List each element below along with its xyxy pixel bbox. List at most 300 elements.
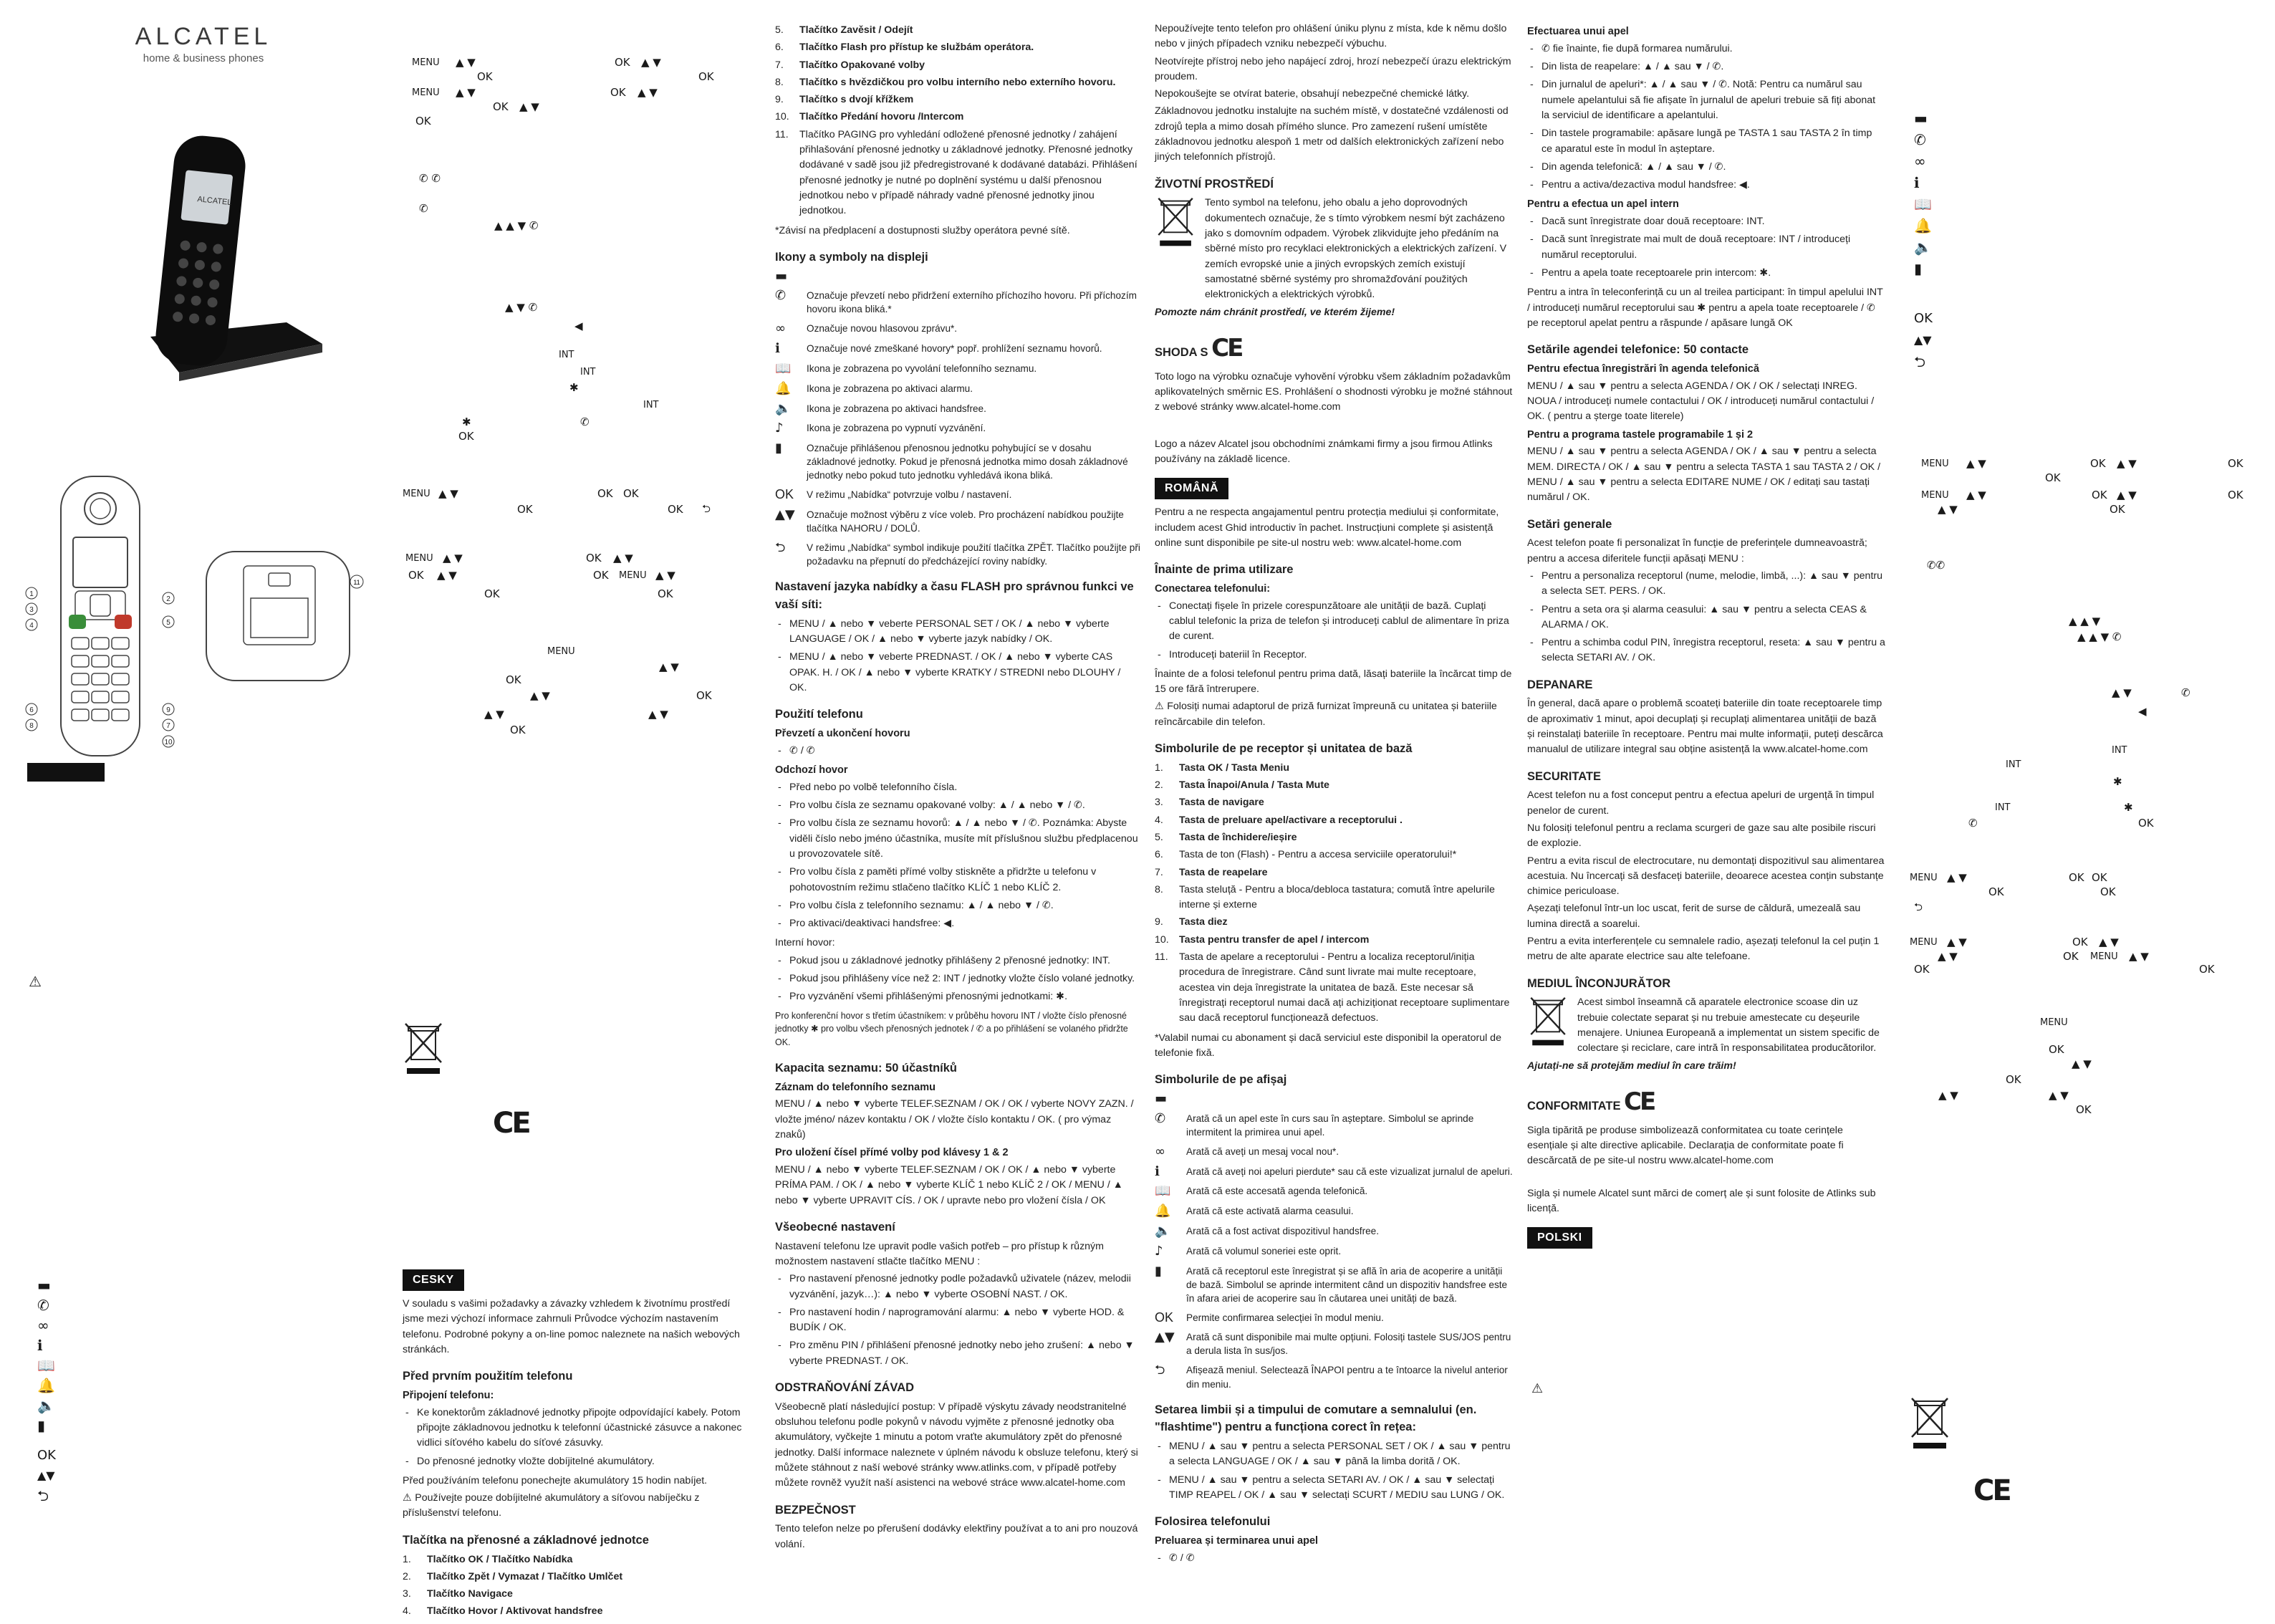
list-item: 10. Tlačítko Předání hovoru /Intercom <box>775 111 964 123</box>
ok-fragment: OK <box>2045 471 2061 484</box>
ok-fragment: OK <box>2063 950 2079 963</box>
cz-lang-list <box>775 617 1140 696</box>
handsfree-icon: 🔈 <box>1155 1223 1171 1239</box>
cz-connect-title: Připojení telefonu: <box>403 1389 494 1401</box>
cz-safety-2a: Nepoužívejte tento telefon pro ohlášení úniku plynu z místa, kde k němu došlo nebo v jiných případech vzniku nebezpečí výbuchu. <box>1155 23 1507 50</box>
list-item: - Din lista de reapelare: ▲ / ▲ sau ▼ / ✆. <box>1527 59 1885 75</box>
icon-desc: Označuje novou hlasovou zprávu*. <box>807 323 958 335</box>
ok-label: OK <box>37 1448 56 1463</box>
ro-env-title: MEDIUL ÎNCONJURĂTOR <box>1527 976 1671 990</box>
missed-call-icon: ℹ <box>775 341 780 357</box>
back-fragment: ⮌ <box>702 502 711 515</box>
svg-text:11: 11 <box>353 579 360 586</box>
cz-out-title: Odchozí hovor <box>775 764 848 777</box>
nav-fragment: ▲ ▼ <box>1938 1089 1958 1102</box>
back-icon: ⮌ <box>1914 353 1926 370</box>
cz-dk-sub: Pro uložení čísel přímé volby pod klávesy 1 & 2 <box>775 1147 1009 1159</box>
list-item: 3. Tasta de navigare <box>1155 797 1264 809</box>
key-label: Tasta de reapelare <box>1179 866 1268 878</box>
key-label: Tasta diez <box>1179 916 1228 928</box>
menu-fragment: MENU <box>405 553 433 564</box>
list-item: - Dacă sunt înregistrate doar două receptoare: INT. <box>1527 214 1885 229</box>
icon-row <box>1155 1330 1513 1358</box>
icon-row <box>775 342 1140 356</box>
ro-gen-title: Setări generale <box>1527 517 1612 531</box>
ro-pb-sub: Pentru efectua înregistrări în agenda telefonică <box>1527 363 1759 375</box>
cz-pb-sub: Záznam do telefonního seznamu <box>775 1081 936 1093</box>
cz-env: Tento symbol na telefonu, jeho obalu a jeho doprovodných dokumentech označuje, že s tímto výrobkem nesmí být zacházeno jako s domovním odpadem. Výrobek zlikvidujte jeho předáním na sběrné místo pro recyklaci elektronických a elektrických zařízení. V zemích evropské unie a jiných evropských zemích existují samostatné sběrné systémy pro shromažďování použitých elektronických a elektrických výrobků. <box>1205 197 1507 301</box>
list-item: - Ke konektorům základnové jednotky připojte odpovídající kabely. Potom připojte základnovou jednotku k telefonní účastnické zásuvce a nakonec vidlici síťového kabelu do síťové zásuvky. <box>403 1406 754 1451</box>
nav-fragment: ▲ ▼ <box>456 56 476 69</box>
weee-bin-icon <box>1527 995 1570 1049</box>
up-down-icon: ▲▼ <box>1155 1330 1175 1345</box>
ro-int-title: Pentru a efectua un apel intern <box>1527 198 1679 211</box>
phone-photo <box>107 129 330 387</box>
cz-gen: Nastavení telefonu lze upravit podle vašich potřeb – pro přístup k různým možnostem nastavení stlačte tlačítko MENU : <box>775 1240 1104 1267</box>
ro-dk: MENU / ▲ sau ▼ pentru a selecta AGENDA / OK / ▲ sau ▼ pentru a selecta MEM. DIRECTA / OK / ▲ sau ▼ pentru a selecta TASTA 1 sau TASTA 2 / OK / MENU / ▲ sau ▼ pentru a selecta EDITARE NUME / OK / editați sau tastați numărul / OK. <box>1527 446 1881 504</box>
icon-row <box>1155 1311 1513 1325</box>
list-item: - ✆ / ✆ <box>775 744 1140 759</box>
list-item: - Pro nastavení přenosné jednotky podle požadavků uživatele (název, melodii vyzvánění, jazyk…): ▲ nebo ▼ vyberte OSOBNÍ NAST. / OK. <box>775 1272 1140 1302</box>
ro-keys-note: *Valabil numai cu abonament și dacă serviciul este disponibil la operatorul de telefonie fixă. <box>1155 1032 1501 1059</box>
icon-row <box>1155 1112 1513 1139</box>
ok-fragment: OK <box>2092 489 2107 501</box>
signal-icon: ▮ <box>775 441 782 456</box>
handsfree-icon: 🔈 <box>1914 239 1932 256</box>
list-item: 11. Tasta de apelare a receptorului - Pentru a localiza receptorul/iniția procedura de înregistrare. Când sunt livrate mai multe receptoare, acestea vin deja înregistrate la unitatea de bază. Este necesar să înregistrați receptorul numai dacă ați achiziționat receptoare suplimentare sau dacă receptorul funcționează defectuos. <box>1155 951 1510 1024</box>
icon-desc: Arată că este activată alarma ceasului. <box>1186 1206 1354 1217</box>
list-item: 8. Tlačítko s hvězdičkou pro volbu interního nebo externího hovoru. <box>775 76 1116 88</box>
cz-pb: MENU / ▲ nebo ▼ vyberte TELEF.SEZNAM / OK / OK / vyberte NOVY ZAZN. / vložte jméno/ název kontaktu / OK / vložte číslo kontaktu / OK. ( pro výmaz znaků) <box>775 1098 1134 1140</box>
nav-fragment: ▲ ▼ <box>1947 871 1967 884</box>
ro-fault: În general, dacă apare o problemă scoateți bateriile din toate receptoarele timp de aproximativ 1 minut, apoi decuplați și recuplați alimentarea unității de bază și reinstalați bateriile în receptoare. Pentru mai multe informații, puteți descărca manualul de utilizare integral sau obține asistență la www.alcatel-home.com <box>1527 698 1883 756</box>
ro-adapter-warn-text: Folosiți numai adaptorul de priză furnizat împreună cu unitatea și bateriile reîncărcabile din telefon. <box>1155 701 1497 728</box>
cz-section-band: CESKY <box>403 1269 464 1291</box>
ro-charge: Înainte de a folosi telefonul pentru prima dată, lăsați bateriile la încărcat timp de 15 ore fără întrerupere. <box>1155 668 1512 696</box>
list-item: 9. Tasta diez <box>1155 916 1228 928</box>
cz-safety-2d: Základnovou jednotku instalujte na suchém místě, v dostatečné vzdálenosti od zdrojů tepla a mimo dosah přímého slunce. Pro zamezení rušení umístěte základnovou jednotku alespoň 1 metr od dalších elektronických zařízení nebo jiných telefonních přístrojů. <box>1155 105 1509 163</box>
ro-dk-sub: Pentru a programa tastele programabile 1 și 2 <box>1527 428 1754 441</box>
missed-call-icon: ℹ <box>1914 174 1920 191</box>
list-item: 7. Tlačítko Opakované volby <box>775 59 925 71</box>
cz-intro-column <box>403 1261 754 1624</box>
nav-fragment: ▲ ▼ <box>2049 1089 2069 1102</box>
ringer-off-icon: ♪ <box>775 421 784 436</box>
ro-column <box>1527 21 1885 1254</box>
ro-gen-list <box>1527 569 1885 666</box>
svg-text:1: 1 <box>29 590 34 598</box>
ro-env-slogan: Ajutați-ne să protejăm mediul în care trăim! <box>1527 1060 1736 1072</box>
key-label: Tlačítko Zpět / Vymazat / Tlačítko Umlčet <box>427 1570 623 1582</box>
svg-text:5: 5 <box>166 619 170 627</box>
ok-fragment: OK <box>2228 489 2243 501</box>
nav-fragment: ▲ ▼ <box>519 100 539 113</box>
ok-fragment: OK <box>668 503 683 516</box>
ok-fragment: OK <box>658 587 673 600</box>
icon-desc: Arată că aveți un mesaj vocal nou*. <box>1186 1145 1339 1157</box>
list-item: 5. Tlačítko Zavěsit / Odejít <box>775 24 913 36</box>
nav-fragment: ▲ ▼ <box>530 689 550 702</box>
int-fragment: INT <box>559 350 574 360</box>
icon-row <box>775 362 1140 376</box>
key-label: Tlačítko Navigace <box>427 1588 513 1600</box>
ok-fragment: OK <box>2110 503 2125 516</box>
brand-name: ALCATEL <box>135 23 272 50</box>
battery-icon: ▬ <box>1914 110 1928 127</box>
phonebook-icon: 📖 <box>37 1357 55 1374</box>
list-item: 11. Tlačítko PAGING pro vyhledání odložené přenosné jednotky / zahájení přihlašování přenosné jednotky u základnové jednotky. Přenosné jednotky dodávané v sadě jsou již předregistrované k dodávané databázi. Přihlášení přenosné jednotky je nutné po doplnění systému u další přenosnou jednotkou nebo v případě náhrady vadné přenosné jednotky jinou jednotkou. <box>775 128 1138 217</box>
int-fragment: INT <box>2112 745 2127 756</box>
list-item: - Pro volbu čísla z paměti přímé volby stiskněte a přidržte u telefonu v pohotovostním režimu stlačeno tlačítko KLÍČ 1 nebo KLÍČ 2. <box>775 865 1140 895</box>
menu-fragment: MENU <box>2090 951 2118 962</box>
list-item: - Din jurnalul de apeluri*: ▲ / ▲ sau ▼ / ✆. Notă: Pentru ca numărul sau numele apelantului să fie afișate în jurnalul de apeluri trebuie să fiți abonat la serviciul de identificare a apelantului. <box>1527 77 1885 123</box>
ro-env-block <box>1527 995 1885 1058</box>
ro-section-band: ROMÂNĂ <box>1155 478 1228 499</box>
ro-intro: Pentru a ne respecta angajamentul pentru protecția mediului și conformitate, includem acest Ghid introductiv în pachet. Instrucțiuni complete și asistență online sunt disponibile pe site-ul nostru web: www.alcatel-home.com <box>1155 506 1499 549</box>
ok-fragment: OK <box>2090 457 2106 470</box>
ok-fragment: OK <box>458 430 474 443</box>
cz-conf: Pro konferenční hovor s třetím účastníkem: v průběhu hovoru INT / vložte číslo přenosné jednotky ✱ pro volbu všech přenosných jednotek / ✆ a po přihlášení se volaného přidržte OK. <box>775 1010 1128 1048</box>
ok-fragment: OK <box>510 724 526 736</box>
menu-fragment: MENU <box>547 646 575 657</box>
ro-keys-list <box>1155 761 1513 1027</box>
alarm-bell-icon: 🔔 <box>1914 217 1932 234</box>
star-fragment: ✱ <box>569 381 579 394</box>
ok-fragment: OK <box>2076 1103 2092 1116</box>
cz-charge: Před používáním telefonu ponechejte akumulátory 15 hodin nabíjet. <box>403 1474 708 1486</box>
list-item: 2. Tasta Înapoi/Anula / Tasta Mute <box>1155 779 1329 792</box>
ro-use-title: Folosirea telefonului <box>1155 1515 1271 1529</box>
speaker-fragment: ◀ <box>574 319 583 332</box>
menu-fragment: MENU <box>1910 937 1938 948</box>
list-item: - Introduceți bateriil în Receptor. <box>1155 648 1513 663</box>
list-item: 3. Tlačítko Navigace <box>403 1588 513 1600</box>
ok-fragment: OK <box>2138 817 2154 830</box>
alarm-bell-icon: 🔔 <box>37 1377 55 1394</box>
nav-fragment: ▲ ▼ <box>456 86 476 99</box>
menu-fragment: MENU <box>403 489 431 499</box>
int-fragment: INT <box>1995 802 2011 813</box>
handsfree-icon: 🔈 <box>37 1397 55 1414</box>
nav-fragment: ▲ ▼ <box>638 86 658 99</box>
ok-fragment: OK <box>506 673 521 686</box>
nav-fragment: ▲ ▼ <box>1966 489 1986 501</box>
nav-fragment: ▲ ▼ <box>1947 936 1967 948</box>
cz-conformity: Toto logo na výrobku označuje vyhovění výrobku všem základním požadavkům aplikovatelných směrnic ES. Prohlášení o shodnosti výrobku je možné stáhnout z webové stránky www.alcatel-home.com <box>1155 370 1513 413</box>
handset-fragment: ✆ <box>2181 686 2190 699</box>
svg-text:6: 6 <box>29 706 34 714</box>
handset-fragment: ✆ ✆ <box>419 172 441 185</box>
ro-gen: Acest telefon poate fi personalizat în funcție de preferințele dumneavoastră; pentru a accesa diferitele funcții apăsați MENU : <box>1527 537 1867 564</box>
nav-fragment: ▲ ▼ <box>659 660 679 673</box>
icon-row <box>1155 1224 1513 1239</box>
speaker-fragment: ◀ <box>2138 705 2147 718</box>
icon-desc: V režimu „Nabídka“ potvrzuje volbu / nastavení. <box>807 489 1012 501</box>
ok-fragment: OK <box>408 569 424 582</box>
key-label: Tlačítko s dvojí křížkem <box>799 94 914 106</box>
signal-icon: ▮ <box>1155 1263 1162 1279</box>
ro-icons-title: Simbolurile de pe afișaj <box>1155 1073 1287 1087</box>
warning-icon: ⚠ <box>1531 1381 1544 1396</box>
key-label: Tasta de ton (Flash) - Pentru a accesa serviciile operatorului!* <box>1179 849 1457 861</box>
key-label: Tasta steluță - Pentru a bloca/debloca tastatura; comută între apelurile interne și externe <box>1179 883 1495 911</box>
ok-fragment: OK <box>586 552 602 564</box>
ro-adapter-warn <box>1155 699 1513 730</box>
battery-icon: ▬ <box>37 1277 51 1294</box>
nav-fragment: ▲ ▼ <box>443 552 463 564</box>
menu-fragment: MENU <box>412 87 440 98</box>
up-down-icon: ▲▼ <box>1914 333 1932 347</box>
icon-desc: Ikona je zobrazena po vypnutí vyzvánění. <box>807 423 986 434</box>
cz-take-list <box>775 744 1140 759</box>
cz-gen-title: Všeobecné nastavení <box>775 1220 895 1234</box>
ro-lang-title: Setarea limbii și a timpului de comutare a semnalului (en. "flashtime") pentru a funcționa corect în rețea: <box>1155 1403 1477 1434</box>
list-item: - Pentru a schimba codul PIN, înregistra receptorul, reseta: ▲ sau ▼ pentru a selecta SETARI AV. / OK. <box>1527 635 1885 666</box>
int-fragment: INT <box>2006 759 2021 770</box>
int-fragment: INT <box>643 400 659 410</box>
key-label: Tasta OK / Tasta Meniu <box>1179 761 1289 774</box>
icon-row <box>1155 1092 1513 1106</box>
signal-icon: ▮ <box>37 1417 46 1434</box>
list-item: - MENU / ▲ sau ▼ pentru a selecta SETARI AV. / OK / ▲ sau ▼ selectați TIMP REAPEL / OK / ▲ sau ▼ selectați SCURT / MEDIU sau LUNG / OK. <box>1155 1473 1513 1504</box>
icon-row <box>775 488 1140 502</box>
list-item: - ✆ / ✆ <box>1155 1551 1513 1566</box>
ro-out-title: Efectuarea unui apel <box>1527 26 1629 37</box>
handset-icon: ✆ <box>1914 131 1926 148</box>
ro-fault-title: DEPANARE <box>1527 678 1593 691</box>
ro-connect-list <box>1155 599 1513 663</box>
icon-row <box>1155 1145 1513 1159</box>
nav-fragment: ▲ ▲ ▼ <box>2069 615 2101 628</box>
cz-int-title: Interní hovor: <box>775 937 835 949</box>
nav-fragment: ▲ ▼ <box>2072 1057 2092 1070</box>
cz-lang-title: Nastavení jazyka nabídky a času FLASH pro správnou funkci ve vaší síti: <box>775 580 1134 612</box>
ok-fragment: OK <box>477 70 493 83</box>
list-item: - Din agenda telefonică: ▲ / ▲ sau ▼ / ✆. <box>1527 160 1885 175</box>
ro-brandnote: Sigla și numele Alcatel sunt mărci de comerț ale și sunt folosite de Atlinks sub licență. <box>1527 1187 1876 1215</box>
alarm-bell-icon: 🔔 <box>1155 1203 1171 1219</box>
phonebook-icon: 📖 <box>1155 1183 1171 1199</box>
cz-keys-note: *Závisí na předplacení a dostupnosti služby operátora pevné sítě. <box>775 224 1070 236</box>
handset-fragment: ✆ <box>419 202 428 215</box>
cz-connect-list <box>403 1406 754 1469</box>
list-item: - Pro volbu čísla ze seznamu hovorů: ▲ / ▲ nebo ▼ / ✆. Poznámka: Abyste viděli číslo nebo jméno účastníka, musíte mít příslušnou službu předplacenou u provozovatele sítě. <box>775 816 1140 862</box>
icon-desc: Ikona je zobrazena po aktivaci alarmu. <box>807 383 973 394</box>
alarm-bell-icon: 🔔 <box>775 380 792 396</box>
list-item: - Pokud jsou přihlášeny více než 2: INT / jednotky vložte číslo volané jednotky. <box>775 971 1140 986</box>
cz-int-list <box>775 953 1140 1005</box>
key-label: Tlačítko OK / Tlačítko Nabídka <box>427 1553 573 1565</box>
cz-icons-title: Ikony a symboly na displeji <box>775 250 928 264</box>
ro-safety-2a: Nu folosiți telefonul pentru a reclama scurgeri de gaze sau alte posibile riscuri de explozie. <box>1527 822 1876 850</box>
base-diagram <box>201 544 365 688</box>
battery-icon: ▬ <box>775 268 788 284</box>
brand-logo <box>120 23 287 64</box>
list-item: 10. Tasta pentru transfer de apel / intercom <box>1155 933 1370 946</box>
cz-use-title: Použití telefonu <box>775 708 863 721</box>
cz-keys-title: Tlačítka na přenosné a základnové jednotce <box>403 1533 649 1547</box>
icon-row <box>775 421 1140 436</box>
nav-fragment: ▲ ▼ <box>1966 457 1986 470</box>
ro-conformity: Sigla tipărită pe produse simbolizează conformitatea cu toate cerințele esențiale și alte directive aplicabile. Declarația de conformitate poate fi descărcată de pe site-ul nostru www.alcatel-home.com <box>1527 1124 1844 1167</box>
cz-keys-list <box>403 1552 754 1620</box>
nav-fragment: ▲ ▼ <box>2099 936 2119 948</box>
key-label: Tlačítko Hovor / Aktivovat handsfree <box>427 1605 603 1618</box>
ok-label: OK <box>1914 311 1933 326</box>
svg-text:9: 9 <box>166 706 170 714</box>
menu-fragment: MENU <box>1921 458 1949 469</box>
icon-desc: Označuje přihlášenou přenosnou jednotku pohybující se v dosahu základnové jednotky. Pokud je přenosná jednotka mimo dosah základnové jednotky nebo pokud tuto jednotku vyhledává ikona bliká. <box>807 443 1128 481</box>
icon-desc: Permite confirmarea selecției în modul meniu. <box>1186 1312 1384 1323</box>
ok-fragment: OK <box>597 487 613 500</box>
ok-fragment: OK <box>415 115 431 128</box>
icon-desc: Označuje převzetí nebo přidržení externího příchozího hovoru. Při příchozím hovoru ikona bliká.* <box>807 290 1137 315</box>
warning-icon: ⚠ <box>1155 701 1168 713</box>
handset-fragment: ✆ <box>580 415 590 428</box>
cz-ro-column <box>1155 21 1513 1570</box>
ok-fragment: OK <box>2049 1043 2064 1056</box>
cz-safety-title: BEZPEČNOST <box>775 1503 856 1517</box>
ok-fragment: OK <box>623 487 639 500</box>
nav-fragment: ▲ ▼ <box>437 569 457 582</box>
battery-icon: ▬ <box>1155 1090 1168 1106</box>
menu-fragment: MENU <box>1921 490 1949 501</box>
list-item: - Do přenosné jednotky vložte dobíjitelné akumulátory. <box>403 1454 754 1469</box>
menu-fragment: MENU <box>412 57 440 68</box>
nav-fragment: ▲ ▼ <box>613 552 633 564</box>
key-label: Tlačítko PAGING pro vyhledání odložené přenosné jednotky / zahájení přihlašování přenosné jednotky u základnové jednotky. Přenosné jednotky dodávané v sadě jsou již předregistrované k dodávané databázi. Přihlášení přenosné jednotky je nutné po doplnění systému u další přenosnou jednotkou nebo v případě náhrady vadné přenosné jednotky jinou jednotkou. <box>799 128 1138 217</box>
nav-fragment: ▲ ▼ <box>2117 489 2137 501</box>
screen-text: ALCATEL <box>196 195 232 208</box>
key-label: Tlačítko Zavěsit / Odejít <box>799 24 913 36</box>
ro-safety: Acest telefon nu a fost conceput pentru a efectua apeluri de urgență în timpul penelor de curent. <box>1527 789 1875 817</box>
icon-row <box>775 508 1140 535</box>
list-item: 4. Tlačítko Hovor / Aktivovat handsfree <box>403 1605 603 1618</box>
weee-bin-icon <box>1909 1395 1952 1453</box>
nav-fragment: ▲ ▼ <box>2112 686 2132 699</box>
nav-fragment: ▲ ▼ <box>484 708 504 721</box>
list-item: - Dacă sunt înregistrate mai mult de două receptoare: INT / introduceți numărul receptorului. <box>1527 232 1885 263</box>
icon-row <box>775 289 1140 316</box>
icon-row <box>1155 1204 1513 1219</box>
cz-env-block <box>1155 196 1513 304</box>
list-item: 7. Tasta de reapelare <box>1155 866 1268 878</box>
ok-fragment: OK <box>593 569 609 582</box>
cz-safety: Tento telefon nelze po přerušení dodávky elektřiny používat a to ani pro nouzová volání. <box>775 1523 1138 1550</box>
ro-lang-list <box>1155 1439 1513 1503</box>
weee-bin-icon <box>1155 196 1198 250</box>
list-item: - Din tastele programabile: apăsare lungă pe TASTA 1 sau TASTA 2 în timp ce aparatul este în modul în așteptare. <box>1527 126 1885 157</box>
ringer-off-icon: ♪ <box>1155 1243 1163 1259</box>
ok-fragment: OK <box>2092 871 2107 884</box>
star-fragment: ✱ <box>2124 801 2133 814</box>
list-item: - MENU / ▲ nebo ▼ veberte PREDNAST. / OK / ▲ nebo ▼ vyberte CAS OPAK. H. / OK / ▲ nebo ▼ vyberte KRATKY / STREDNI nebo DLOUHY / OK. <box>775 650 1140 696</box>
ce-mark: CE <box>1624 1087 1655 1116</box>
ok-fragment: OK <box>2228 457 2243 470</box>
icon-desc: V režimu „Nabídka“ symbol indikuje použití tlačítka ZPĚT. Tlačítko použijte při požadavku na přepnutí do předcházející roviny nabídky. <box>807 542 1140 567</box>
star-fragment: ✱ <box>462 415 471 428</box>
nav-fragment: ▲ ▼ <box>648 708 668 721</box>
nav-fragment: ▲ ▼ <box>641 56 661 69</box>
svg-text:4: 4 <box>29 622 34 630</box>
ro-env: Acest simbol înseamnă că aparatele electronice scoase din uz trebuie colectate separat și nu trebuie amestecate cu deșeurile menajere. Uniunea Europeană a implementat un sistem specific de colectare și reciclare, care intră în responsabilitatea producătorilor. <box>1577 996 1880 1054</box>
list-item: - Pentru a personaliza receptorul (nume, melodie, limbă, ...): ▲ sau ▼ pentru a selecta SET. PERS. / OK. <box>1527 569 1885 600</box>
list-item: - Pokud jsou u základnové jednotky přihlášeny 2 přenosné jednotky: INT. <box>775 953 1140 969</box>
right-icon-column <box>1914 107 1943 373</box>
ok-icon: OK <box>775 487 794 502</box>
cz-main-column <box>775 21 1140 1555</box>
cz-adapter-warn <box>403 1491 754 1522</box>
ok-fragment: OK <box>1914 963 1930 976</box>
cz-safety-2b: Neotvírejte přístroj nebo jeho napájecí zdroj, hrozí nebezpečí úrazu elektrickým proudem. <box>1155 55 1511 82</box>
voicemail-icon: ∞ <box>37 1317 49 1334</box>
cz-intro: V souladu s vašimi požadavky a závazky vzhledem k životnímu prostředí jsme mezi výchozí informace zahrnuli Průvodce výchozím nastavením telefonu. Podrobné pokyny a on-line pomoc naleznete na našich webových stránkách. <box>403 1298 740 1355</box>
icon-desc: Arată că sunt disponibile mai multe opțiuni. Folosiți tastele SUS/JOS pentru a derula lista în sus/jos. <box>1186 1332 1511 1357</box>
list-item: - Pro nastavení hodin / naprogramování alarmu: ▲ nebo ▼ vyberte HOD. & BUDÍK / OK. <box>775 1305 1140 1336</box>
cz-first-use-title: Před prvním použitím telefonu <box>403 1370 573 1383</box>
key-label: Tasta de închidere/ieșire <box>1179 831 1297 843</box>
warning-icon: ⚠ <box>29 973 42 990</box>
key-label: Tasta pentru transfer de apel / intercom <box>1179 933 1370 946</box>
ro-safety-title: SECURITATE <box>1527 769 1601 783</box>
handset-icon: ✆ <box>37 1297 49 1314</box>
list-item: - Pro změnu PIN / přihlášení přenosné jednotky nebo jeho zrušení: ▲ nebo ▼ vyberte PREDNAST. / OK. <box>775 1338 1140 1369</box>
icon-desc: Afișează meniul. Selectează ÎNAPOI pentru a te întoarce la nivelul anterior din meniu. <box>1186 1365 1508 1390</box>
ro-safety-2c: Așezați telefonul într-un loc uscat, ferit de surse de căldură, umezeală sau lumina directă a soarelui. <box>1527 903 1861 930</box>
key-label: Tasta de apelare a receptorului - Pentru a localiza receptorul/iniția procedura de înregistrare. Când sunt livrate mai multe receptoare, acestea vin deja înregistrate la unitatea de bază. Este necesar să înregistrați receptorul numai dacă ați achiziționat receptoare suplimentare sau dacă receptorul funcționează defectuos. <box>1179 951 1510 1024</box>
key-label: Tasta Înapoi/Anula / Tasta Mute <box>1179 779 1329 792</box>
icon-row <box>1155 1184 1513 1198</box>
voicemail-icon: ∞ <box>775 321 786 337</box>
cz-keys-list-cont <box>775 23 1140 219</box>
handset-icon: ✆ <box>1155 1110 1166 1126</box>
ro-int-list <box>1527 214 1885 281</box>
icon-desc: Arată că receptorul este înregistrat și se află în aria de acoperire a unității de bază. Simbolul se aprinde intermitent când un dispozitiv handsfree este în afara ariei de acoperire sau în căutarea unei unități de bază. <box>1186 1265 1508 1304</box>
icon-row <box>775 541 1140 568</box>
up-down-icon: ▲▼ <box>37 1469 55 1482</box>
icon-desc: Ikona je zobrazena po aktivaci handsfree. <box>807 403 986 414</box>
cz-brandnote: Logo a název Alcatel jsou obchodními známkami firmy a jsou firmou Atlinks používány na základě licence. <box>1155 438 1493 465</box>
key-label: Tlačítko Opakované volby <box>799 59 925 71</box>
cz-fault: Všeobecně platí následující postup: V případě výskytu závady neodstranitelné obsluhou telefonu podle pokynů v návodu vyjměte z přenosné jednotky oba akumulátory, vyčkejte 1 minutu a potom vraťte akumulátory zpět do přenosné jednotky. Další informace naleznete v úplném návodu k obsluze telefonu, který si můžete stáhnout z naší webové stránky www.atlinks.com, v případě potřeby můžete rovněž využít naší asistenci na webové stráce www.alcatel-home.com <box>775 1400 1138 1489</box>
ro-connect-title: Conectarea telefonului: <box>1155 582 1271 595</box>
list-item: 9. Tlačítko s dvojí křížkem <box>775 94 914 106</box>
list-item: 4. Tasta de preluare apel/activare a receptorului . <box>1155 814 1403 826</box>
list-item: - Pentru a seta ora și alarma ceasului: ▲ sau ▼ pentru a selecta CEAS & ALARMA / OK. <box>1527 602 1885 633</box>
icon-desc: Arată că a fost activat dispozitivul handsfree. <box>1186 1225 1379 1236</box>
up-down-icon: ▲▼ <box>775 507 795 523</box>
icon-row <box>775 441 1140 482</box>
nav-fragment: ▲ ▼ ✆ <box>505 301 538 314</box>
list-item: - Pentru a activa/dezactiva modul handsfree: ◀. <box>1527 178 1885 193</box>
ok-fragment: OK <box>2006 1073 2021 1086</box>
svg-text:7: 7 <box>166 722 170 730</box>
menu-fragment: MENU <box>1910 873 1938 883</box>
icon-desc: Arată că aveți noi apeluri pierdute* sau că este vizualizat jurnalul de apeluri. <box>1186 1166 1513 1177</box>
pl-section-band: POLSKI <box>1527 1227 1592 1249</box>
int-fragment: INT <box>580 367 596 378</box>
svg-text:2: 2 <box>166 595 170 603</box>
menu-fragment: MENU <box>619 570 647 581</box>
voicemail-icon: ∞ <box>1914 153 1926 170</box>
ro-safety-2d: Pentru a evita interferențele cu semnalele radio, așezați telefonul la cel puțin 1 metru de alte aparate electrice sau alte telefoane. <box>1527 936 1880 963</box>
icon-row <box>775 269 1140 284</box>
list-item: - ✆ fie înainte, fie după formarea numărului. <box>1527 42 1885 57</box>
icon-row <box>1155 1264 1513 1305</box>
icon-desc: Arată că volumul soneriei este oprit. <box>1186 1245 1342 1257</box>
voicemail-icon: ∞ <box>1155 1143 1165 1159</box>
brand-tagline: home & business phones <box>143 52 264 64</box>
